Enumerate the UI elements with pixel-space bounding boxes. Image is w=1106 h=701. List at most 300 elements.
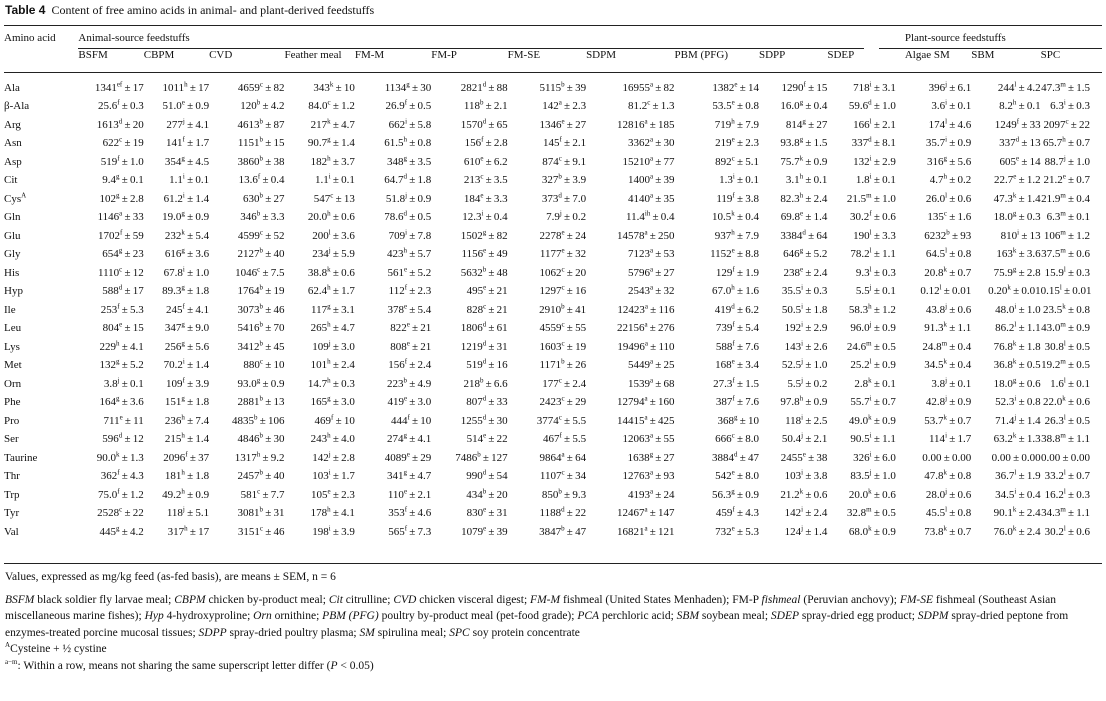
table-cell: $5449^a \pm 25$ bbox=[627, 357, 675, 372]
table-cell: $718^i \pm 3.1$ bbox=[853, 80, 896, 94]
table-cell: $808^e \pm 21$ bbox=[390, 339, 432, 353]
table-cell: $1171^b \pm 26$ bbox=[539, 357, 587, 372]
table-cell: 0.00 ± 0.00 bbox=[991, 451, 1041, 464]
table-cell: $2455^e \pm 38$ bbox=[780, 450, 828, 464]
table-cell: $26.0^l \pm 0.6$ bbox=[925, 191, 972, 205]
table-cell: $337^d \pm 8.1$ bbox=[851, 135, 896, 150]
table-cell: $711^e \pm 11$ bbox=[103, 413, 144, 427]
table-cell: $53.7^k \pm 0.7$ bbox=[924, 413, 972, 427]
table-row bbox=[4, 245, 1102, 264]
amino-acid-table bbox=[4, 28, 1102, 541]
table-cell: $181^h \pm 1.8$ bbox=[164, 468, 210, 483]
table-cell: 0.00 ± 0.00 bbox=[1041, 451, 1090, 464]
amino-acid-label: Lys bbox=[4, 340, 20, 353]
table-cell: $5416^b \pm 70$ bbox=[237, 320, 285, 335]
table-cell: $70.2^i \pm 1.4$ bbox=[163, 357, 210, 372]
column-header: SBM bbox=[971, 49, 995, 61]
table-cell: $9864^a \pm 64$ bbox=[539, 450, 587, 464]
table-cell: $1382^e \pm 14$ bbox=[712, 80, 759, 94]
table-cell: 65.7$^h$ ± 0.7 bbox=[1043, 135, 1090, 150]
table-cell: $378^e \pm 5.4$ bbox=[387, 302, 432, 316]
table-cell: 25.6$^f$ ± 0.3 bbox=[97, 98, 144, 113]
table-cell: $828^c \pm 21$ bbox=[466, 302, 508, 316]
table-cell: $739^f \pm 5.4$ bbox=[715, 320, 759, 335]
table-cell: $4846^b \pm 30$ bbox=[237, 431, 285, 446]
table-cell: $12794^a \pm 160$ bbox=[616, 394, 675, 409]
table-cell: $3774^c \pm 5.5$ bbox=[536, 413, 587, 427]
amino-acid-label: Trp bbox=[4, 488, 20, 501]
table-cell: $218^b \pm 6.6$ bbox=[463, 376, 508, 390]
table-cell: $156^f \pm 2.4$ bbox=[388, 357, 432, 372]
table-cell: $119^f \pm 3.8$ bbox=[716, 191, 759, 205]
table-cell: $1806^d \pm 61$ bbox=[460, 320, 508, 335]
significance-mark: a−m bbox=[5, 657, 18, 666]
table-cell: $253^f \pm 5.3$ bbox=[100, 302, 144, 316]
table-cell: $120^b \pm 4.2$ bbox=[240, 98, 285, 113]
table-cell: $182^h \pm 3.7$ bbox=[310, 154, 355, 168]
table-cell: 93.0$^g$ ± 0.9 bbox=[237, 376, 285, 390]
table-cell: $343^k \pm 10$ bbox=[313, 80, 355, 94]
table-cell: 90.7$^g$ ± 1.4 bbox=[307, 135, 355, 150]
table-cell: $937^h \pm 7.9$ bbox=[714, 228, 759, 242]
table-cell: $419^e \pm 3.0$ bbox=[387, 394, 432, 409]
amino-acid-label: Phe bbox=[4, 396, 21, 409]
table-cell: 51.0$^e$ ± 0.9 bbox=[162, 98, 210, 113]
amino-acid-label: Gln bbox=[4, 211, 21, 224]
table-cell: $20.0^k \pm 0.6$ bbox=[848, 487, 896, 501]
table-cell: $174^l \pm 4.6$ bbox=[928, 117, 972, 131]
table-cell: $646^g \pm 5.2$ bbox=[783, 246, 828, 261]
table-row bbox=[4, 97, 1102, 116]
table-cell: $50.4^j \pm 2.1$ bbox=[781, 431, 828, 446]
table-cell: $47.3^k \pm 1.4$ bbox=[993, 191, 1041, 205]
table-cell: $47.8^k \pm 0.8$ bbox=[924, 468, 972, 483]
table-cell: $2881^b \pm 13$ bbox=[237, 394, 285, 409]
table-row bbox=[4, 116, 1102, 135]
table-cell: $880^c \pm 10$ bbox=[243, 357, 285, 372]
table-cell: $804^e \pm 15$ bbox=[102, 320, 144, 335]
table-cell: $42.8^j \pm 0.9$ bbox=[925, 394, 972, 409]
table-cell: $2528^c \pm 22$ bbox=[97, 505, 144, 520]
table-cell: $362^f \pm 4.3$ bbox=[100, 468, 144, 483]
table-cell: $1046^c \pm 7.5$ bbox=[235, 265, 285, 279]
table-cell: $217^k \pm 4.7$ bbox=[310, 117, 355, 131]
table-cell: 81.2$^c$ ± 1.3 bbox=[627, 98, 675, 113]
table-cell: $348^g \pm 3.5$ bbox=[387, 154, 432, 168]
table-cell: $124^j \pm 1.4$ bbox=[784, 524, 828, 538]
table-cell: $892^c \pm 5.1$ bbox=[715, 154, 759, 168]
table-cell: $1290^f \pm 15$ bbox=[781, 80, 828, 94]
table-cell: $581^c \pm 7.7$ bbox=[240, 487, 285, 501]
table-cell: $19.2^m \pm 0.5$ bbox=[1041, 357, 1090, 372]
table-cell: $48.0^i \pm 1.0$ bbox=[995, 302, 1041, 316]
table-cell: $67.8^i \pm 1.0$ bbox=[163, 265, 210, 279]
table-cell: $1613^d \pm 20$ bbox=[96, 117, 144, 131]
table-cell: $114^i \pm 1.7$ bbox=[928, 431, 972, 446]
table-cell: $2821^d \pm 88$ bbox=[460, 80, 508, 94]
table-cell: $177^c \pm 2.4$ bbox=[542, 376, 587, 390]
table-cell: $118^i \pm 2.5$ bbox=[785, 413, 828, 427]
table-cell: $1539^a \pm 68$ bbox=[627, 376, 675, 390]
table-row bbox=[4, 264, 1102, 283]
table-cell: $368^g \pm 10$ bbox=[717, 413, 759, 427]
column-header: PBM (PFG) bbox=[674, 49, 729, 61]
table-cell: $96.0^j \pm 0.9$ bbox=[850, 320, 896, 335]
table-cell: 53.5$^e$ ± 0.8 bbox=[712, 98, 759, 113]
table-cell: $91.3^k \pm 1.1$ bbox=[924, 320, 972, 335]
table-cell: $7486^b \pm 127$ bbox=[455, 450, 508, 464]
table-cell: $4559^c \pm 55$ bbox=[539, 320, 587, 335]
table-cell: $1.1^i \pm 0.1$ bbox=[314, 172, 355, 187]
table-cell: $469^f \pm 10$ bbox=[314, 413, 355, 427]
table-cell: $142^i \pm 2.4$ bbox=[784, 505, 828, 520]
table-row bbox=[4, 412, 1102, 431]
table-cell: $459^f \pm 4.3$ bbox=[715, 505, 759, 520]
table-cell: 14.7$^h$ ± 0.3 bbox=[307, 376, 355, 390]
table-cell: $3.8^j \pm 0.1$ bbox=[103, 376, 144, 390]
table-cell: $5.5^j \pm 0.1$ bbox=[855, 283, 896, 298]
amino-acid-label: Cys$^A$ bbox=[4, 191, 27, 205]
cys-footnote bbox=[5, 641, 1101, 658]
table-cell: 75.0$^f$ ± 1.2 bbox=[97, 487, 144, 501]
table-cell: 9.4$^g$ ± 0.1 bbox=[102, 172, 144, 187]
table-cell: 20.0$^h$ ± 0.6 bbox=[307, 209, 355, 224]
table-cell: $129^f \pm 1.9$ bbox=[715, 265, 759, 279]
top-rule bbox=[4, 25, 1102, 26]
table-cell: 49.2$^h$ ± 0.9 bbox=[162, 487, 210, 501]
table-cell: $9.3^l \pm 0.3$ bbox=[855, 265, 896, 279]
table-cell: 19.0$^g$ ± 0.9 bbox=[162, 209, 210, 224]
table-cell: $561^e \pm 5.2$ bbox=[387, 265, 432, 279]
table-cell: $373^d \pm 7.0$ bbox=[541, 191, 587, 205]
table-cell: $423^h \pm 5.7$ bbox=[387, 246, 432, 261]
table-cell: $565^f \pm 7.3$ bbox=[388, 524, 432, 538]
table-cell: $542^e \pm 8.0$ bbox=[715, 468, 759, 483]
table-cell: $234^j \pm 5.9$ bbox=[312, 246, 355, 261]
table-cell: $256^g \pm 5.6$ bbox=[164, 339, 210, 353]
table-cell: $43.0^m \pm 0.9$ bbox=[1041, 320, 1090, 335]
table-cell: $810^i \pm 13$ bbox=[1000, 228, 1041, 242]
table-cell: $596^d \pm 12$ bbox=[102, 431, 144, 446]
table-cell: $34.5^k \pm 0.4$ bbox=[924, 357, 972, 372]
table-cell: $1603^c \pm 19$ bbox=[539, 339, 587, 353]
table-cell: $3151^c \pm 46$ bbox=[237, 524, 285, 538]
table-cell: $34.5^i \pm 0.4$ bbox=[995, 487, 1041, 501]
table-row bbox=[4, 393, 1102, 412]
amino-acid-label: Taurine bbox=[4, 451, 38, 464]
table-cell: $1255^d \pm 30$ bbox=[460, 413, 508, 427]
table-cell: $32.8^m \pm 0.5$ bbox=[846, 505, 896, 520]
table-cell: $118^j \pm 5.1$ bbox=[166, 505, 210, 520]
table-cell: $64.5^l \pm 0.8$ bbox=[925, 246, 972, 261]
table-cell: $814^g \pm 27$ bbox=[785, 117, 828, 131]
table-cell: $3073^b \pm 46$ bbox=[237, 302, 285, 316]
table-cell: $36.7^l \pm 1.9$ bbox=[995, 468, 1041, 483]
table-cell: $23.5^k \pm 0.8$ bbox=[1043, 302, 1090, 316]
table-caption: Content of free amino acids in animal- and plant-derived feedstuffs bbox=[51, 3, 375, 17]
table-cell: $2096^f \pm 37$ bbox=[163, 450, 210, 464]
table-cell: $4659^c \pm 82$ bbox=[237, 80, 285, 94]
table-cell: $4140^a \pm 35$ bbox=[627, 191, 675, 205]
table-cell: $265^h \pm 4.7$ bbox=[310, 320, 355, 335]
table-cell: $444^f \pm 10$ bbox=[390, 413, 432, 427]
table-cell: $2543^a \pm 32$ bbox=[627, 283, 675, 298]
table-cell: $55.7^i \pm 0.7$ bbox=[850, 394, 896, 409]
table-cell: $4835^b \pm 106$ bbox=[232, 413, 285, 427]
table-cell: $2097^c \pm 22$ bbox=[1043, 117, 1090, 131]
table-cell: $16821^a \pm 121$ bbox=[616, 524, 675, 538]
table-cell: $229^h \pm 4.1$ bbox=[99, 339, 144, 353]
table-cell: $822^e \pm 21$ bbox=[390, 320, 432, 335]
table-cell: $317^h \pm 17$ bbox=[167, 524, 210, 538]
table-cell: $445^g \pm 4.2$ bbox=[99, 524, 144, 538]
table-cell: $732^e \pm 5.3$ bbox=[715, 524, 759, 538]
animal-group-header: Animal-source feedstuffs bbox=[78, 32, 190, 44]
table-row bbox=[4, 171, 1102, 190]
significance-footnote: $^{a-m}$: Within a row, means not sharing the same superscript letter differ (P < 0.05) bbox=[5, 657, 374, 672]
table-cell: $14415^a \pm 425$ bbox=[616, 413, 675, 427]
table-cell: $6.3^m \pm 0.1$ bbox=[1046, 209, 1090, 224]
table-cell: $43.8^j \pm 0.6$ bbox=[925, 302, 972, 316]
table-cell: $654^g \pm 23$ bbox=[102, 246, 144, 261]
table-cell: $30.8^l \pm 0.5$ bbox=[1044, 339, 1090, 353]
table-cell: $12763^a \pm 93$ bbox=[622, 468, 675, 483]
table-cell: $5796^a \pm 27$ bbox=[627, 265, 675, 279]
table-cell: 4.7$^h$ ± 0.2 bbox=[929, 172, 972, 187]
table-cell: $223^b \pm 4.9$ bbox=[387, 376, 432, 390]
table-cell: $495^e \pm 21$ bbox=[466, 283, 508, 298]
table-cell: 61.5$^h$ ± 0.8 bbox=[384, 135, 432, 150]
table-cell: $396^j \pm 6.1$ bbox=[928, 80, 972, 94]
table-row bbox=[4, 190, 1102, 209]
table-cell: $20.8^k \pm 0.7$ bbox=[924, 265, 972, 279]
table-cell: $622^c \pm 19$ bbox=[102, 135, 144, 150]
table-cell: 75.9$^g$ ± 2.8 bbox=[993, 265, 1041, 279]
table-cell: $1570^d \pm 65$ bbox=[460, 117, 508, 131]
table-cell: $277^j \pm 4.1$ bbox=[166, 117, 210, 131]
table-cell: $11.4^{ih} \pm 0.4$ bbox=[626, 209, 675, 224]
cys-footnote-mark: A bbox=[5, 641, 11, 650]
table-cell: $178^h \pm 4.1$ bbox=[310, 505, 355, 520]
table-cell: $165^g \pm 3.0$ bbox=[310, 394, 355, 409]
table-cell: $7.9^j \pm 0.2$ bbox=[546, 209, 587, 224]
column-header: FM-P bbox=[431, 49, 457, 61]
table-row bbox=[4, 504, 1102, 523]
table-cell: $274^g \pm 4.1$ bbox=[387, 431, 432, 446]
table-cell: $73.8^k \pm 0.7$ bbox=[924, 524, 972, 538]
table-cell: $1219^d \pm 31$ bbox=[460, 339, 508, 353]
table-cell: $0.15^l \pm 0.01$ bbox=[1040, 283, 1092, 298]
table-cell: $132^g \pm 5.2$ bbox=[99, 357, 144, 372]
table-cell: $326^i \pm 6.0$ bbox=[853, 450, 896, 464]
table-cell: $1249^f \pm 33$ bbox=[994, 117, 1041, 131]
table-cell: $200^l \pm 3.6$ bbox=[312, 228, 355, 242]
table-cell: $21.9^m \pm 0.4$ bbox=[1041, 191, 1090, 205]
table-cell: $101^h \pm 2.4$ bbox=[310, 357, 355, 372]
table-cell: $3.8^j \pm 0.1$ bbox=[931, 376, 972, 390]
table-cell: $341^g \pm 4.7$ bbox=[387, 468, 432, 483]
table-cell: $30.2^l \pm 0.6$ bbox=[1044, 524, 1090, 538]
table-cell: $103^i \pm 3.8$ bbox=[784, 468, 828, 483]
table-cell: $63.2^k \pm 1.3$ bbox=[993, 431, 1041, 446]
table-cell: $61.2^i \pm 1.4$ bbox=[163, 191, 210, 205]
table-cell: 64.7$^d$ ± 1.8 bbox=[384, 172, 432, 187]
table-label: Table 4 bbox=[5, 3, 46, 17]
table-cell: $1177^e \pm 32$ bbox=[539, 246, 587, 261]
table-cell: $50.5^i \pm 1.8$ bbox=[781, 302, 828, 316]
table-cell: $3081^b \pm 31$ bbox=[237, 505, 285, 520]
amino-acid-label: Tyr bbox=[4, 507, 20, 520]
table-cell: $1.1^i \pm 0.1$ bbox=[169, 172, 210, 187]
table-cell: $145^f \pm 2.1$ bbox=[543, 135, 587, 150]
table-cell: $3847^b \pm 47$ bbox=[539, 524, 587, 538]
amino-acid-label: Orn bbox=[4, 377, 22, 390]
table-cell: $1134^g \pm 30$ bbox=[384, 80, 432, 94]
table-cell: $52.3^i \pm 0.8$ bbox=[995, 394, 1041, 409]
table-cell: $3362^a \pm 30$ bbox=[627, 135, 675, 150]
table-row bbox=[4, 134, 1102, 153]
table-cell: $141^f \pm 1.7$ bbox=[166, 135, 210, 150]
table-cell: 78.6$^d$ ± 0.5 bbox=[384, 209, 432, 224]
table-cell: $610^e \pm 6.2$ bbox=[463, 154, 508, 168]
table-cell: $245^f \pm 4.1$ bbox=[166, 302, 210, 316]
table-cell: $109^j \pm 3.0$ bbox=[312, 339, 355, 353]
table-cell: $2423^c \pm 29$ bbox=[539, 394, 587, 409]
table-cell: $514^e \pm 22$ bbox=[466, 431, 508, 446]
amino-acid-label: Arg bbox=[4, 118, 21, 131]
table-cell: $1.8^i \pm 0.1$ bbox=[855, 172, 896, 187]
table-cell: 93.8$^g$ ± 1.5 bbox=[780, 135, 828, 150]
table-cell: $1151^b \pm 15$ bbox=[237, 135, 285, 150]
table-cell: $15.9^l \pm 0.3$ bbox=[1044, 265, 1090, 279]
table-cell: $519^f \pm 1.0$ bbox=[100, 154, 144, 168]
table-cell: $68.0^k \pm 0.9$ bbox=[848, 524, 896, 538]
amino-acid-label: Pro bbox=[4, 414, 20, 427]
table-cell: $184^e \pm 3.3$ bbox=[463, 191, 508, 205]
table-cell: $103^i \pm 1.7$ bbox=[312, 468, 355, 483]
table-cell: $35.5^i \pm 0.3$ bbox=[781, 283, 828, 298]
table-cell: $588^f \pm 7.6$ bbox=[715, 339, 759, 353]
table-cell: $3860^b \pm 38$ bbox=[237, 154, 285, 168]
table-cell: 30.2$^f$ ± 0.6 bbox=[850, 209, 896, 224]
table-cell: $1011^h \pm 17$ bbox=[162, 80, 210, 94]
table-cell: $19496^a \pm 110$ bbox=[617, 339, 675, 353]
table-cell: 89.3$^g$ ± 1.8 bbox=[162, 283, 210, 298]
table-cell: $1107^c \pm 34$ bbox=[539, 468, 587, 483]
table-row bbox=[4, 467, 1102, 486]
table-row bbox=[4, 153, 1102, 172]
table-cell: $243^h \pm 4.0$ bbox=[310, 431, 355, 446]
table-cell: $1400^a \pm 39$ bbox=[627, 172, 675, 187]
table-cell: $76.0^k \pm 2.4$ bbox=[993, 524, 1041, 538]
table-cell: $142^a \pm 2.3$ bbox=[542, 98, 587, 113]
table-row bbox=[4, 319, 1102, 338]
table-row bbox=[4, 208, 1102, 227]
table-cell: $719^h \pm 7.9$ bbox=[714, 117, 759, 131]
table-cell: $3884^d \pm 47$ bbox=[712, 450, 759, 464]
table-cell: $38.8^k \pm 0.6$ bbox=[307, 265, 355, 279]
table-row bbox=[4, 430, 1102, 449]
table-cell: $51.8^j \pm 0.9$ bbox=[385, 191, 432, 205]
table-cell: 16.0$^g$ ± 0.4 bbox=[780, 98, 828, 113]
table-cell: $102^g \pm 2.8$ bbox=[99, 191, 144, 205]
table-cell: 82.3$^h$ ± 2.4 bbox=[780, 191, 828, 205]
amino-acid-label: Ile bbox=[4, 303, 16, 316]
table-cell: $1.3^i \pm 0.1$ bbox=[719, 172, 759, 187]
table-cell: $37.5^m \pm 0.6$ bbox=[1041, 246, 1090, 261]
table-cell: 22.7$^e$ ± 1.2 bbox=[994, 172, 1041, 187]
table-cell: $3.6^i \pm 0.1$ bbox=[931, 98, 972, 113]
amino-acid-label: β-Ala bbox=[4, 100, 30, 113]
table-row bbox=[4, 523, 1102, 542]
table-cell: $605^e \pm 14$ bbox=[999, 154, 1041, 168]
table-cell: $1297^c \pm 16$ bbox=[539, 283, 587, 298]
table-cell: $151^g \pm 1.8$ bbox=[164, 394, 210, 409]
table-cell: $12.3^i \pm 0.4$ bbox=[462, 209, 508, 224]
table-cell: $236^h \pm 7.4$ bbox=[164, 413, 210, 427]
table-cell: 3.1$^h$ ± 0.1 bbox=[785, 172, 828, 187]
table-row bbox=[4, 449, 1102, 468]
table-cell: $112^f \pm 2.3$ bbox=[388, 283, 432, 298]
table-notes bbox=[5, 569, 1101, 674]
table-cell: $709^i \pm 7.8$ bbox=[388, 228, 432, 242]
amino-acid-label: Glu bbox=[4, 229, 21, 242]
table-cell: 56.3$^g$ ± 0.9 bbox=[712, 487, 759, 501]
column-header: BSFM bbox=[78, 49, 108, 61]
table-cell: $0.20^k \pm 0.01$ bbox=[988, 283, 1041, 298]
table-cell: $1079^e \pm 39$ bbox=[461, 524, 508, 538]
table-cell: $5632^b \pm 48$ bbox=[460, 265, 508, 279]
table-cell: $166^l \pm 2.1$ bbox=[853, 117, 896, 131]
table-cell: $238^e \pm 2.4$ bbox=[783, 265, 828, 279]
table-cell: $12467^a \pm 147$ bbox=[616, 505, 675, 520]
table-cell: $213^c \pm 3.5$ bbox=[463, 172, 508, 187]
table-cell: $2910^b \pm 41$ bbox=[539, 302, 587, 316]
values-note: Values, expressed as mg/kg feed (as-fed basis), are means ± SEM, n = 6 bbox=[5, 571, 336, 583]
table-cell: $35.7^i \pm 0.9$ bbox=[925, 135, 972, 150]
table-cell: $78.2^l \pm 1.1$ bbox=[850, 246, 896, 261]
table-cell: $143^i \pm 2.6$ bbox=[784, 339, 828, 353]
table-cell: $1156^e \pm 49$ bbox=[461, 246, 508, 261]
column-header: FM-M bbox=[354, 49, 385, 61]
table-cell: $168^e \pm 3.4$ bbox=[715, 357, 759, 372]
table-row bbox=[4, 356, 1102, 375]
table-row bbox=[4, 71, 1102, 97]
column-header: FM-SE bbox=[507, 49, 541, 61]
table-cell: $12063^a \pm 55$ bbox=[622, 431, 675, 446]
table-cell: $90.1^k \pm 2.4$ bbox=[993, 505, 1041, 520]
table-cell: $26.3^l \pm 0.5$ bbox=[1044, 413, 1090, 427]
table-cell: $75.7^k \pm 0.9$ bbox=[780, 154, 828, 168]
table-cell: $1764^b \pm 19$ bbox=[237, 283, 285, 298]
table-cell: $88.7^j \pm 1.0$ bbox=[1044, 154, 1090, 168]
table-cell: $21.5^m \pm 1.0$ bbox=[846, 191, 896, 205]
amino-acid-label: Hyp bbox=[4, 285, 23, 298]
cys-footnote-text: Cysteine + ½ cystine bbox=[10, 643, 107, 655]
table-cell: $1062^c \pm 20$ bbox=[539, 265, 587, 279]
amino-acid-label: Met bbox=[4, 359, 22, 372]
table-cell: $807^d \pm 33$ bbox=[466, 394, 508, 409]
table-cell: $1341^{ef} \pm 17$ bbox=[94, 80, 144, 94]
table-cell: $198^i \pm 3.9$ bbox=[312, 524, 355, 538]
table-cell: 18.0$^g$ ± 0.6 bbox=[993, 376, 1041, 390]
table-cell: 97.8$^h$ ± 0.9 bbox=[780, 394, 828, 409]
table-cell: $36.8^k \pm 0.5$ bbox=[993, 357, 1041, 372]
table-row bbox=[4, 486, 1102, 505]
amino-acid-label: Ser bbox=[4, 433, 19, 446]
table-cell: $4613^b \pm 87$ bbox=[237, 117, 285, 131]
table-cell: $219^e \pm 2.3$ bbox=[715, 135, 759, 150]
